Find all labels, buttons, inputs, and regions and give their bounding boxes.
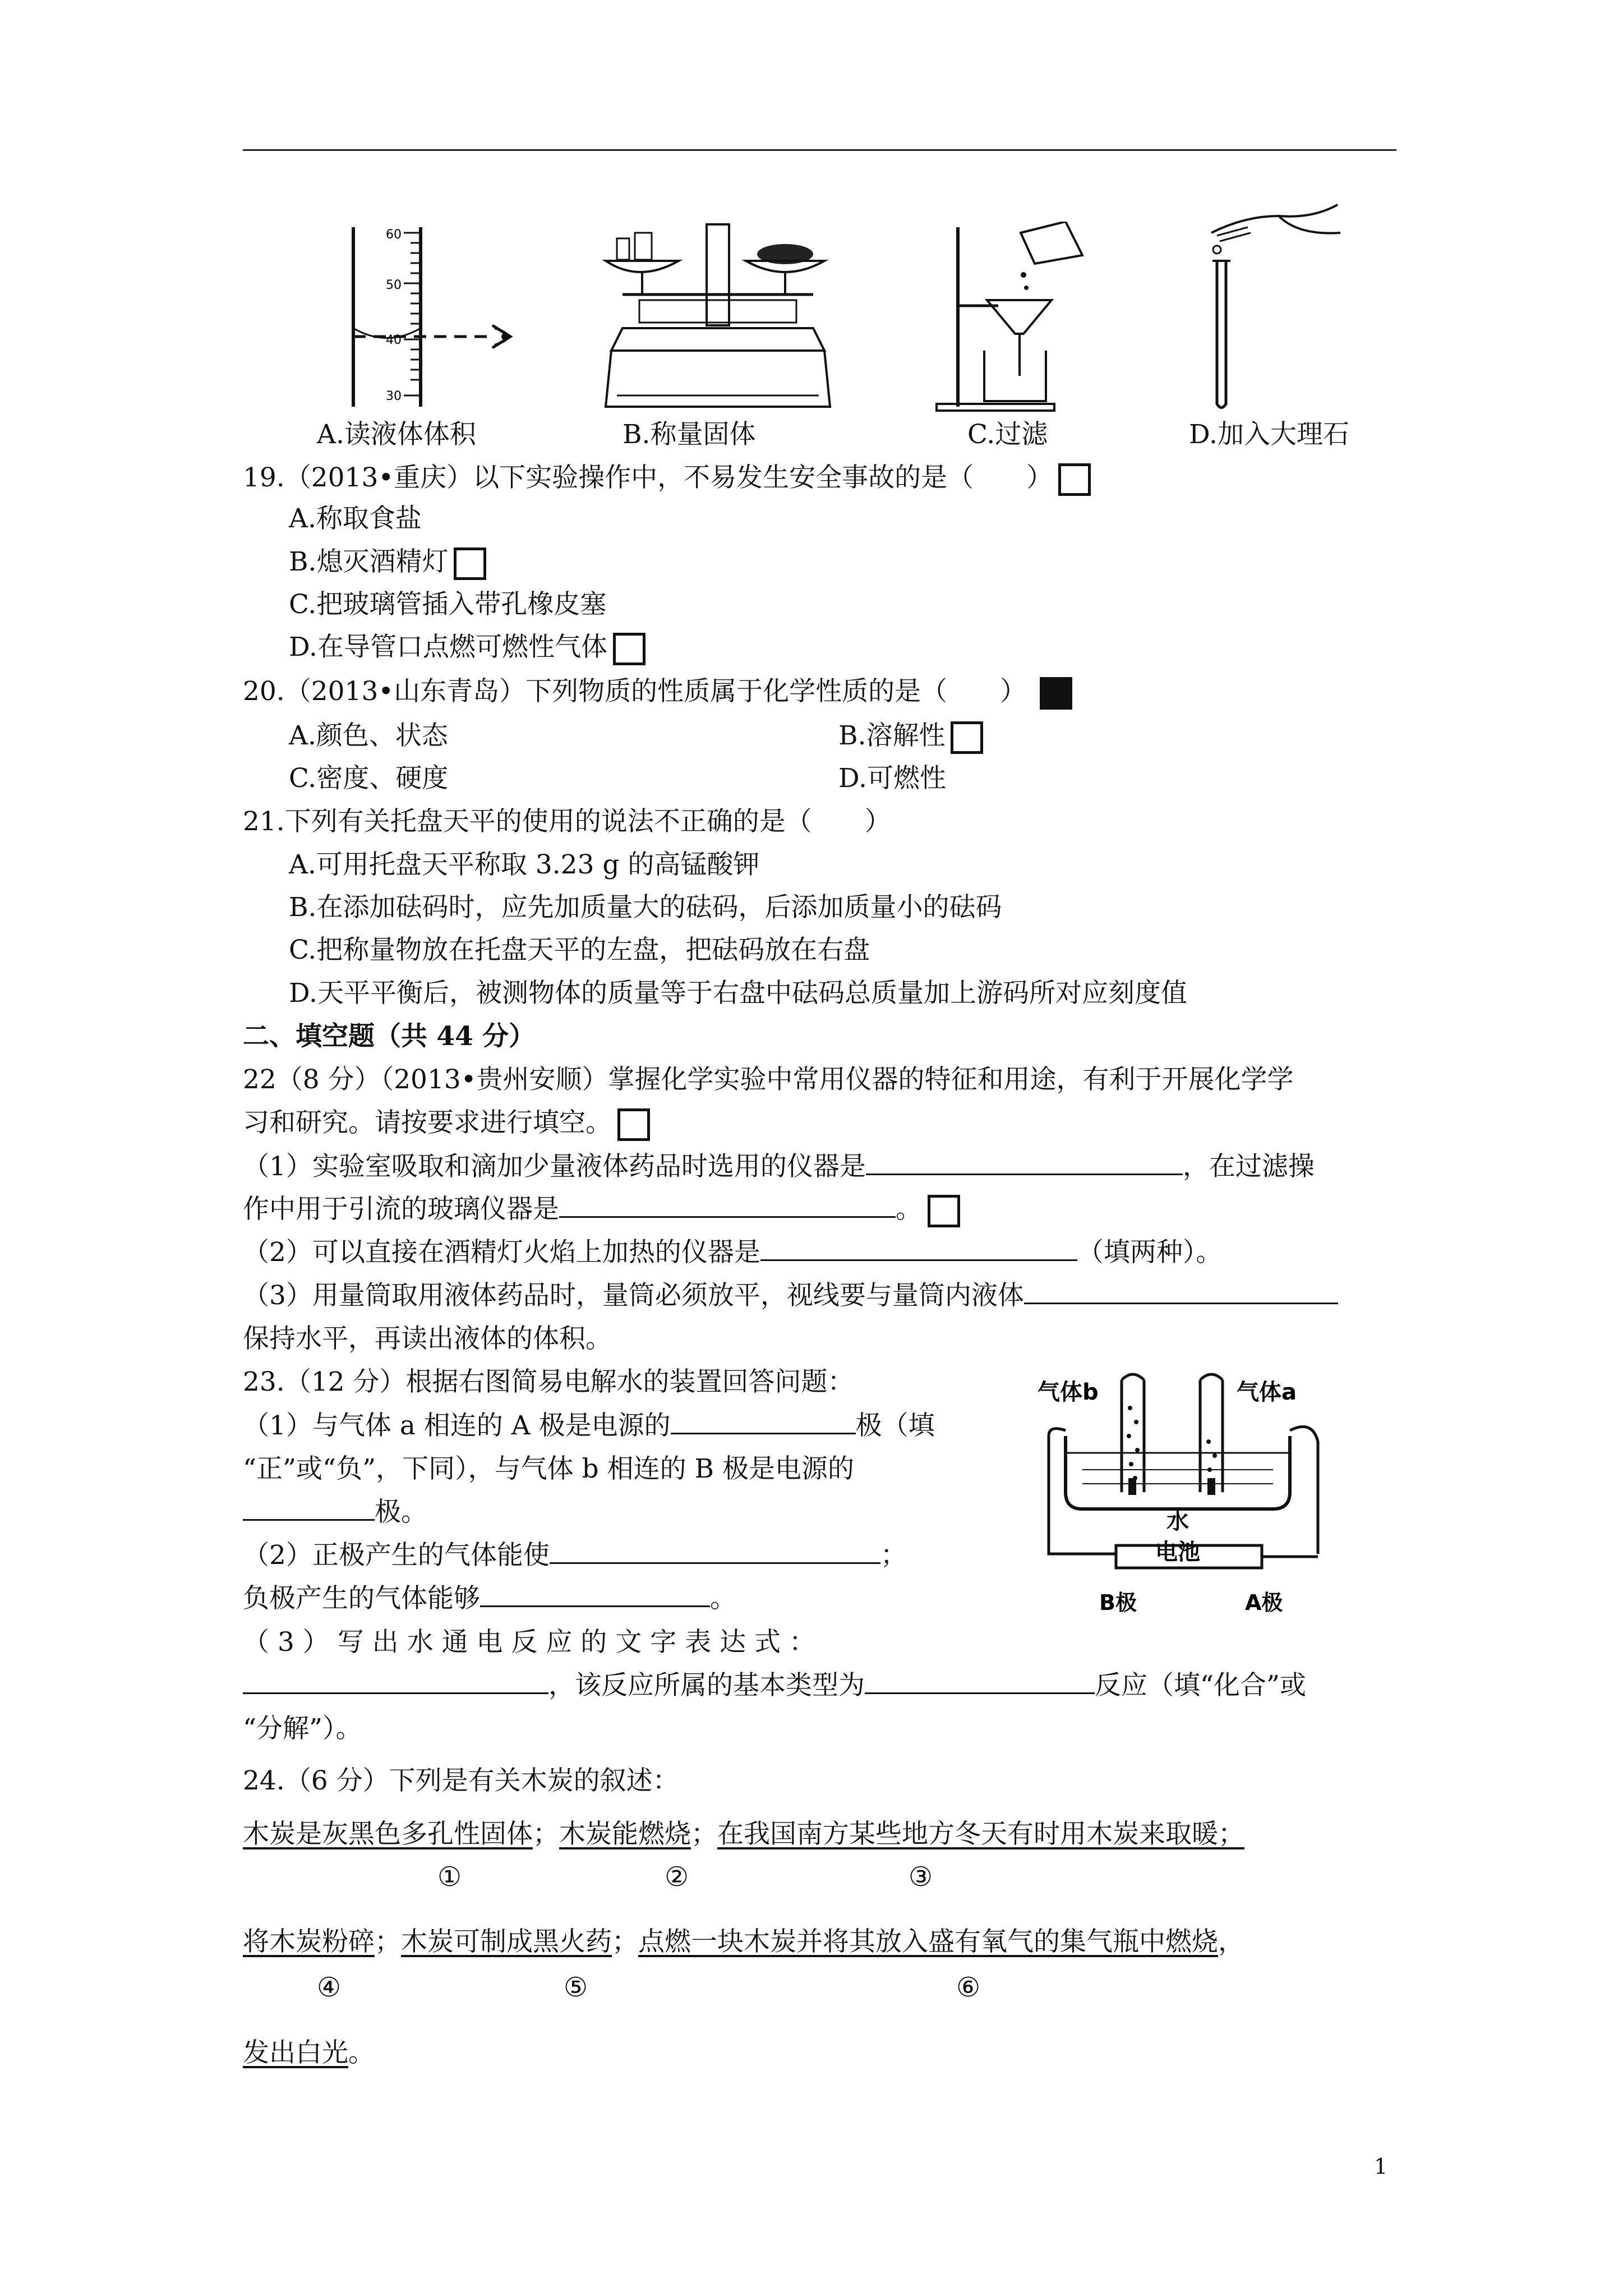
answer-box[interactable] xyxy=(454,547,486,580)
answer-blank[interactable] xyxy=(866,1151,1183,1175)
tick-label: 40 xyxy=(386,333,402,347)
page-number: 1 xyxy=(1374,2154,1388,2179)
answer-blank[interactable] xyxy=(480,1583,710,1607)
q19-option-b: B.熄灭酒精灯 xyxy=(289,545,486,580)
statement-6: 点燃一块木炭并将其放入盛有氧气的集气瓶中燃烧 xyxy=(638,1926,1218,1957)
marker-3: ③ xyxy=(909,1861,933,1893)
q19-option-a: A.称取食盐 xyxy=(289,503,422,534)
answer-blank[interactable] xyxy=(865,1670,1095,1694)
q22-part1: （1）实验室吸取和滴加少量液体药品时选用的仪器是 ，在过滤操 xyxy=(243,1151,1315,1182)
label-gas-a: 气体a xyxy=(1237,1379,1297,1405)
answer-box[interactable] xyxy=(613,633,645,665)
marker-2: ② xyxy=(665,1861,689,1893)
q22-stem-cont: 习和研究。请按要求进行填空。 xyxy=(243,1106,650,1141)
figure-weigh-solid xyxy=(600,216,836,412)
q21-stem: 21.下列有关托盘天平的使用的说法不正确的是（ ） xyxy=(243,806,891,837)
q23-part3: （ 3 ） 写 出 水 通 电 反 应 的 文 字 表 达 式 ： xyxy=(243,1627,815,1658)
answer-box[interactable] xyxy=(1058,463,1091,496)
statement-2: 木炭能燃烧 xyxy=(559,1819,691,1849)
label-water: 水 xyxy=(1166,1508,1189,1534)
tick-label: 50 xyxy=(386,278,402,292)
q22-part1-cont: 作中用于引流的玻璃仪器是 。 xyxy=(243,1193,960,1227)
q20-option-c: C.密度、硬度 xyxy=(289,763,449,794)
figure-read-volume xyxy=(336,222,538,412)
caption-a: A.读液体体积 xyxy=(317,419,476,450)
q20-stem: 20.（2013•山东青岛）下列物质的性质属于化学性质的是（ ） xyxy=(243,675,1072,710)
q24-statements-1: 木炭是灰黑色多孔性固体；木炭能燃烧；在我国南方某些地方冬天有时用木炭来取暖； xyxy=(243,1819,1244,1849)
marker-5: ⑤ xyxy=(564,1972,588,2003)
q21-option-d: D.天平平衡后，被测物体的质量等于右盘中砝码总质量加上游码所对应刻度值 xyxy=(289,978,1187,1009)
answer-blank[interactable] xyxy=(243,1670,548,1694)
answer-blank[interactable] xyxy=(550,1540,880,1564)
header-rule xyxy=(243,149,1396,151)
label-gas-b: 气体b xyxy=(1038,1379,1099,1405)
q20-option-d: D.可燃性 xyxy=(838,763,946,794)
q24-statements-3: 发出白光。 xyxy=(243,2037,375,2068)
q19-option-d: D.在导管口点燃可燃性气体 xyxy=(289,631,645,665)
answer-box[interactable] xyxy=(951,721,983,754)
q22-stem: 22（8 分）（2013•贵州安顺）掌握化学实验中常用仪器的特征和用途，有利于开展化学学 xyxy=(243,1064,1294,1095)
figure-electrolysis xyxy=(1038,1369,1363,1627)
q21-option-b: B.在添加砝码时，应先加质量大的砝码，后添加质量小的砝码 xyxy=(289,892,1002,923)
q19-option-c: C.把玻璃管插入带孔橡皮塞 xyxy=(289,589,607,620)
figure-filtration xyxy=(931,222,1099,412)
q23-part1-cont2: 极。 xyxy=(243,1496,427,1529)
answer-box[interactable] xyxy=(617,1108,650,1141)
answer-blank[interactable] xyxy=(243,1497,375,1521)
marker-4: ④ xyxy=(317,1972,342,2003)
q22-part3-cont: 保持水平，再读出液体的体积。 xyxy=(243,1323,612,1354)
marker-1: ① xyxy=(437,1861,462,1893)
answer-blank[interactable] xyxy=(760,1237,1077,1261)
q23-stem: 23.（12 分）根据右图简易电解水的装置回答问题： xyxy=(243,1366,854,1397)
q24-stem: 24.（6 分）下列是有关木炭的叙述： xyxy=(243,1765,679,1796)
tick-label: 60 xyxy=(386,228,402,242)
q23-part1-cont: “正”或“负”，下同），与气体 b 相连的 B 极是电源的 xyxy=(243,1453,854,1484)
q20-option-a: A.颜色、状态 xyxy=(289,720,448,751)
label-pole-b: B极 xyxy=(1099,1590,1137,1615)
answer-blank[interactable] xyxy=(671,1410,856,1434)
statement-3: 在我国南方某些地方冬天有时用木炭来取暖； xyxy=(717,1819,1244,1849)
q21-option-c: C.把称量物放在托盘天平的左盘，把砝码放在右盘 xyxy=(289,935,870,965)
q24-statements-2: 将木炭粉碎；木炭可制成黑火药；点燃一块木炭并将其放入盛有氧气的集气瓶中燃烧， xyxy=(243,1926,1244,1957)
q21-option-a: A.可用托盘天平称取 3.23 g 的高锰酸钾 xyxy=(289,849,760,880)
caption-d: D.加入大理石 xyxy=(1189,419,1349,450)
answer-blank[interactable] xyxy=(1024,1280,1338,1304)
answer-box[interactable] xyxy=(1040,677,1072,710)
section-heading: 二、填空题（共 44 分） xyxy=(243,1021,536,1052)
q23-part2: （2）正极产生的气体能使 ； xyxy=(243,1540,907,1571)
q22-part2: （2）可以直接在酒精灯火焰上加热的仪器是 （填两种）。 xyxy=(243,1237,1223,1268)
q23-part2-cont: 负极产生的气体能够 。 xyxy=(243,1583,736,1614)
marker-6: ⑥ xyxy=(956,1972,981,2003)
label-battery: 电池 xyxy=(1155,1539,1200,1565)
q23-part1: （1）与气体 a 相连的 A 极是电源的 极（填 xyxy=(243,1410,935,1441)
label-pole-a: A极 xyxy=(1245,1590,1283,1615)
q23-part3-cont2: “分解”）。 xyxy=(243,1713,362,1744)
statement-6-cont: 发出白光 xyxy=(243,2037,348,2068)
statement-5: 木炭可制成黑火药 xyxy=(401,1926,612,1957)
caption-b: B.称量固体 xyxy=(623,419,756,450)
q22-part3: （3）用量筒取用液体药品时，量筒必须放平，视线要与量筒内液体 xyxy=(243,1279,1338,1313)
statement-1: 木炭是灰黑色多孔性固体 xyxy=(243,1819,533,1849)
q20-option-b: B.溶解性 xyxy=(838,719,983,754)
q23-part3-cont: ，该反应所属的基本类型为 反应（填“化合”或 xyxy=(243,1669,1306,1703)
statement-4: 将木炭粉碎 xyxy=(243,1926,375,1957)
answer-box[interactable] xyxy=(928,1195,960,1227)
answer-blank[interactable] xyxy=(559,1194,896,1218)
caption-c: C.过滤 xyxy=(967,419,1048,450)
figure-add-marble xyxy=(1200,194,1352,412)
tick-label: 30 xyxy=(386,389,402,403)
q19-stem: 19.（2013•重庆）以下实验操作中，不易发生安全事故的是（ ） xyxy=(243,461,1091,496)
